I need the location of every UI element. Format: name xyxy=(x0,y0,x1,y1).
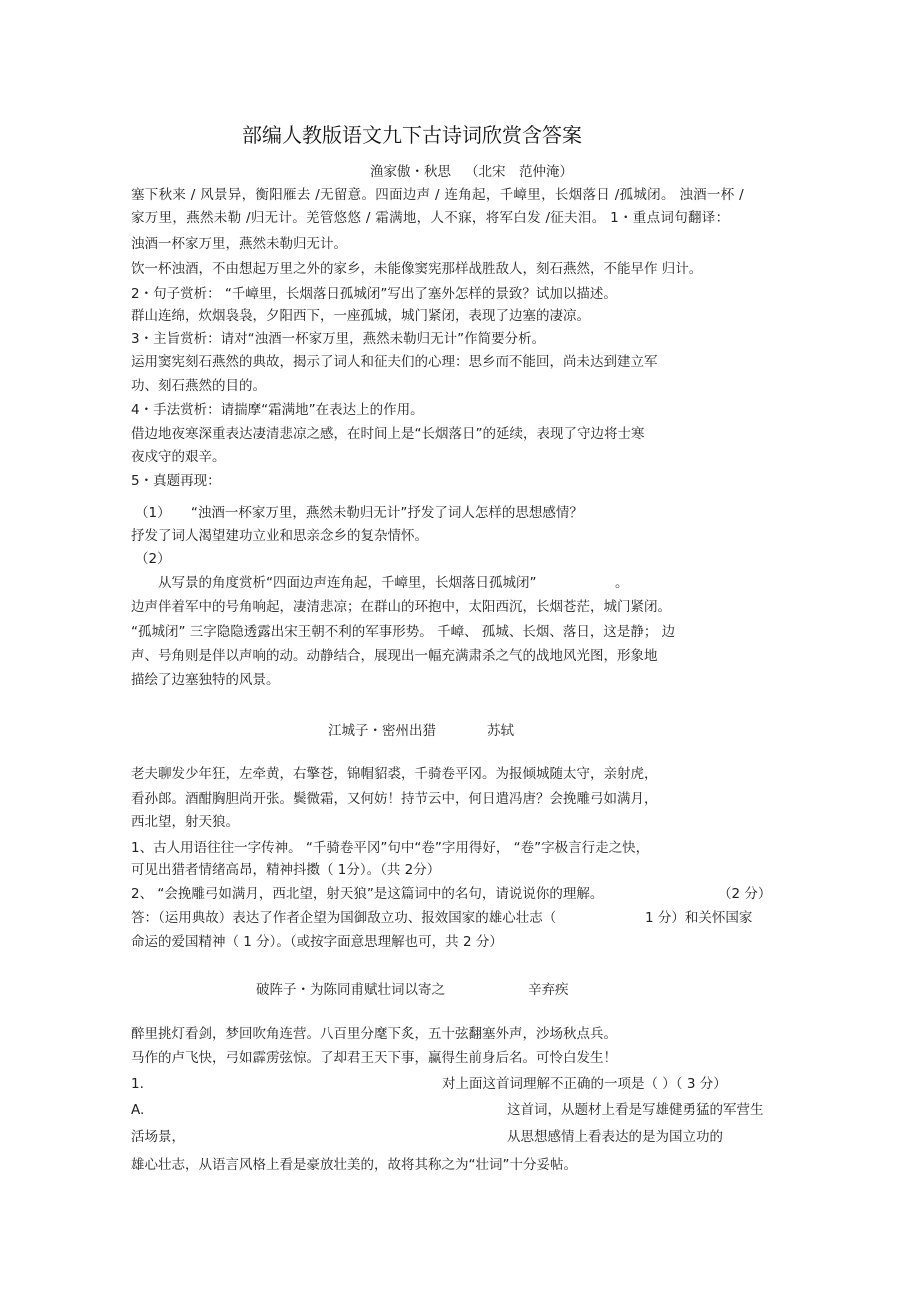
text-line: 对上面这首词理解不正确的一项是（ ）（ 3 分） xyxy=(442,1076,727,1092)
text-line: 5・真题再现： xyxy=(131,473,221,489)
text-line: 2・句子赏析： “千嶂里，长烟落日孤城闭”写出了塞外怎样的景致？试加以描述。 xyxy=(131,286,617,302)
poem-title: 渔家傲・秋思 xyxy=(370,164,451,180)
text-line: 雄心壮志，从语言风格上看是豪放壮美的，故将其称之为“壮词”十分妥帖。 xyxy=(131,1157,577,1173)
text-line: 夜戍守的艰辛。 xyxy=(131,449,226,465)
text-line: 功、刻石燕然的目的。 xyxy=(131,378,266,394)
text-line: 老夫聊发少年狂，左牵黄，右擎苍，锦帽貂裘，千骑卷平冈。为报倾城随太守，亲射虎， xyxy=(131,766,658,782)
text-line: 浊酒一杯家万里，燕然未勒归无计。 xyxy=(131,236,347,252)
text-line: 3・主旨赏析：请对“浊酒一杯家万里，燕然未勒归无计”作简要分析。 xyxy=(131,331,546,347)
poem-author: 苏轼 xyxy=(487,723,514,739)
text-line: 运用窦宪刻石燕然的典故，揭示了词人和征夫们的心理：思乡而不能回，尚未达到建立军 xyxy=(131,354,658,370)
text-line: 可见出猎者情绪高昂，精神抖擞（ 1分）。（共 2分） xyxy=(131,862,441,878)
text-line: 。 xyxy=(615,575,629,591)
page-title: 部编人教版语文九下古诗词欣赏含答案 xyxy=(242,123,582,147)
poem-title: 江城子・密州出猎 xyxy=(328,723,436,739)
text-line: 从思想感情上看表达的是为国立功的 xyxy=(507,1129,723,1145)
text-line: 这首词，从题材上看是写雄健勇猛的军营生 xyxy=(507,1102,764,1118)
text-line: 描绘了边塞独特的风景。 xyxy=(131,672,280,688)
text-line: 1 分）和关怀国家 xyxy=(645,910,753,926)
text-line: 2、 “会挽雕弓如满月，西北望，射天狼”是这篇词中的名句，请说说你的理解。 xyxy=(131,886,604,902)
text-line: 答：（运用典故）表达了作者企望为国御敌立功、报效国家的雄心壮志（ xyxy=(131,910,557,926)
text-line: 西北望，射天狼。 xyxy=(131,814,239,830)
text-line: 塞下秋来 / 风景异，衡阳雁去 /无留意。四面边声 / 连角起，千嶂里，长烟落日 /孤城闭。 浊酒一杯 / xyxy=(131,187,744,203)
text-line: 1. xyxy=(131,1076,144,1092)
text-line: （1） “浊酒一杯家万里，燕然未勒归无计”抒发了词人怎样的思想感情？ xyxy=(135,505,583,521)
text-line: 从写景的角度赏析“四面边声连角起，千嶂里，长烟落日孤城闭” xyxy=(158,575,537,591)
poem-author: （北宋 范仲淹） xyxy=(465,164,573,180)
text-line: 借边地夜寒深重表达凄清悲凉之感，在时间上是“长烟落日”的延续，表现了守边将士寒 xyxy=(131,426,645,442)
text-line: 4・手法赏析：请揣摩“霜满地”在表达上的作用。 xyxy=(131,402,424,418)
text-line: 家万里，燕然未勒 /归无计。羌管悠悠 / 霜满地，人不寐，将军白发 /征夫泪。 1・重点词句翻译： xyxy=(131,210,730,226)
text-line: 声、号角则是伴以声响的动。动静结合，展现出一幅充满肃杀之气的战地风光图，形象地 xyxy=(131,648,658,664)
text-line: 命运的爱国精神（ 1 分）。（或按字面意思理解也可，共 2 分） xyxy=(131,934,503,950)
text-line: 活场景， xyxy=(131,1129,185,1145)
poem-title: 破阵子・为陈同甫赋壮词以寄之 xyxy=(256,982,445,998)
text-line: 边声伴着军中的号角响起，凄清悲凉；在群山的环抱中，太阳西沉，长烟苍茫，城门紧闭。 xyxy=(131,599,671,615)
text-line: 1、古人用语往往一字传神。 “千骑卷平冈”句中“卷”字用得好， “卷”字极言行走之快， xyxy=(131,840,650,856)
text-line: 马作的卢飞快，弓如霹雳弦惊。了却君王天下事，赢得生前身后名。可怜白发生！ xyxy=(131,1050,617,1066)
poem-author: 辛弃疾 xyxy=(528,982,569,998)
text-line: 醉里挑灯看剑，梦回吹角连营。八百里分麾下炙，五十弦翻塞外声，沙场秋点兵。 xyxy=(131,1026,617,1042)
text-line: 看孙郎。酒酣胸胆尚开张。鬓微霜，又何妨！持节云中，何日遣冯唐？会挽雕弓如满月， xyxy=(131,791,658,807)
text-line: A. xyxy=(131,1102,145,1118)
text-line: 抒发了词人渴望建功立业和思亲念乡的复杂情怀。 xyxy=(131,528,428,544)
text-line: （2） xyxy=(135,551,171,567)
text-line: 群山连绵，炊烟袅袅，夕阳西下，一座孤城，城门紧闭，表现了边塞的凄凉。 xyxy=(131,308,590,324)
text-line: “孤城闭” 三字隐隐透露出宋王朝不利的军事形势。 千嶂、 孤城、长烟、落日，这是静； 边 xyxy=(131,624,676,640)
text-line: 饮一杯浊酒，不由想起万里之外的家乡，未能像窦宪那样战胜敌人，刻石燕然，不能早作 归计。 xyxy=(131,261,703,277)
text-line: （2 分） xyxy=(718,886,772,902)
